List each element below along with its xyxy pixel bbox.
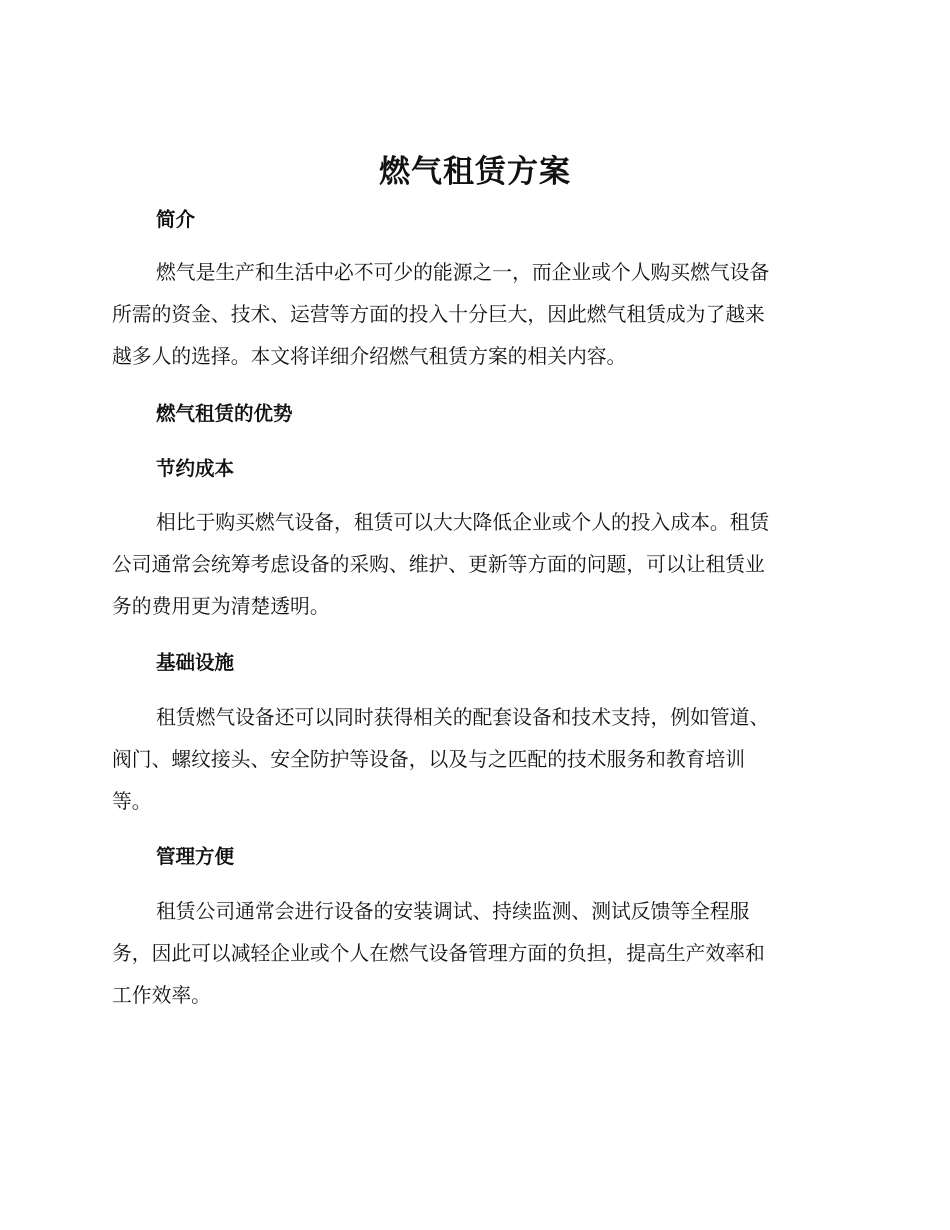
section-heading-advantages: 燃气租赁的优势	[156, 402, 293, 425]
section-paragraph-intro	[112, 252, 838, 378]
paragraph-line: 相比于购买燃气设备，租赁可以大大降低企业或个人的投入成本。租赁	[156, 511, 770, 534]
section-heading-infrastructure: 基础设施	[156, 651, 235, 674]
section-heading-management: 管理方便	[156, 845, 235, 868]
paragraph-line: 等。	[112, 790, 152, 813]
paragraph-line: 越多人的选择。本文将详细介绍燃气租赁方案的相关内容。	[112, 345, 627, 368]
section-heading-intro: 简介	[156, 208, 196, 231]
section-paragraph-cost-saving	[112, 502, 838, 628]
section-paragraph-management	[112, 891, 838, 1017]
paragraph-line: 务的费用更为清楚透明。	[112, 595, 330, 618]
paragraph-line: 燃气是生产和生活中必不可少的能源之一，而企业或个人购买燃气设备	[156, 261, 770, 284]
paragraph-line: 务，因此可以减轻企业或个人在燃气设备管理方面的负担，提高生产效率和	[112, 942, 765, 965]
paragraph-line: 租赁燃气设备还可以同时获得相关的配套设备和技术支持，例如管道、	[156, 706, 770, 729]
paragraph-line: 所需的资金、技术、运营等方面的投入十分巨大，因此燃气租赁成为了越来	[112, 303, 765, 326]
section-paragraph-infrastructure	[112, 697, 838, 823]
paragraph-line: 阀门、螺纹接头、安全防护等设备，以及与之匹配的技术服务和教育培训	[112, 748, 746, 771]
paragraph-line: 公司通常会统筹考虑设备的采购、维护、更新等方面的问题，可以让租赁业	[112, 553, 765, 576]
paragraph-line: 工作效率。	[112, 984, 211, 1007]
paragraph-line: 租赁公司通常会进行设备的安装调试、持续监测、测试反馈等全程服	[156, 900, 750, 923]
section-heading-cost-saving: 节约成本	[156, 457, 235, 480]
document-title: 燃气租赁方案	[379, 154, 571, 190]
